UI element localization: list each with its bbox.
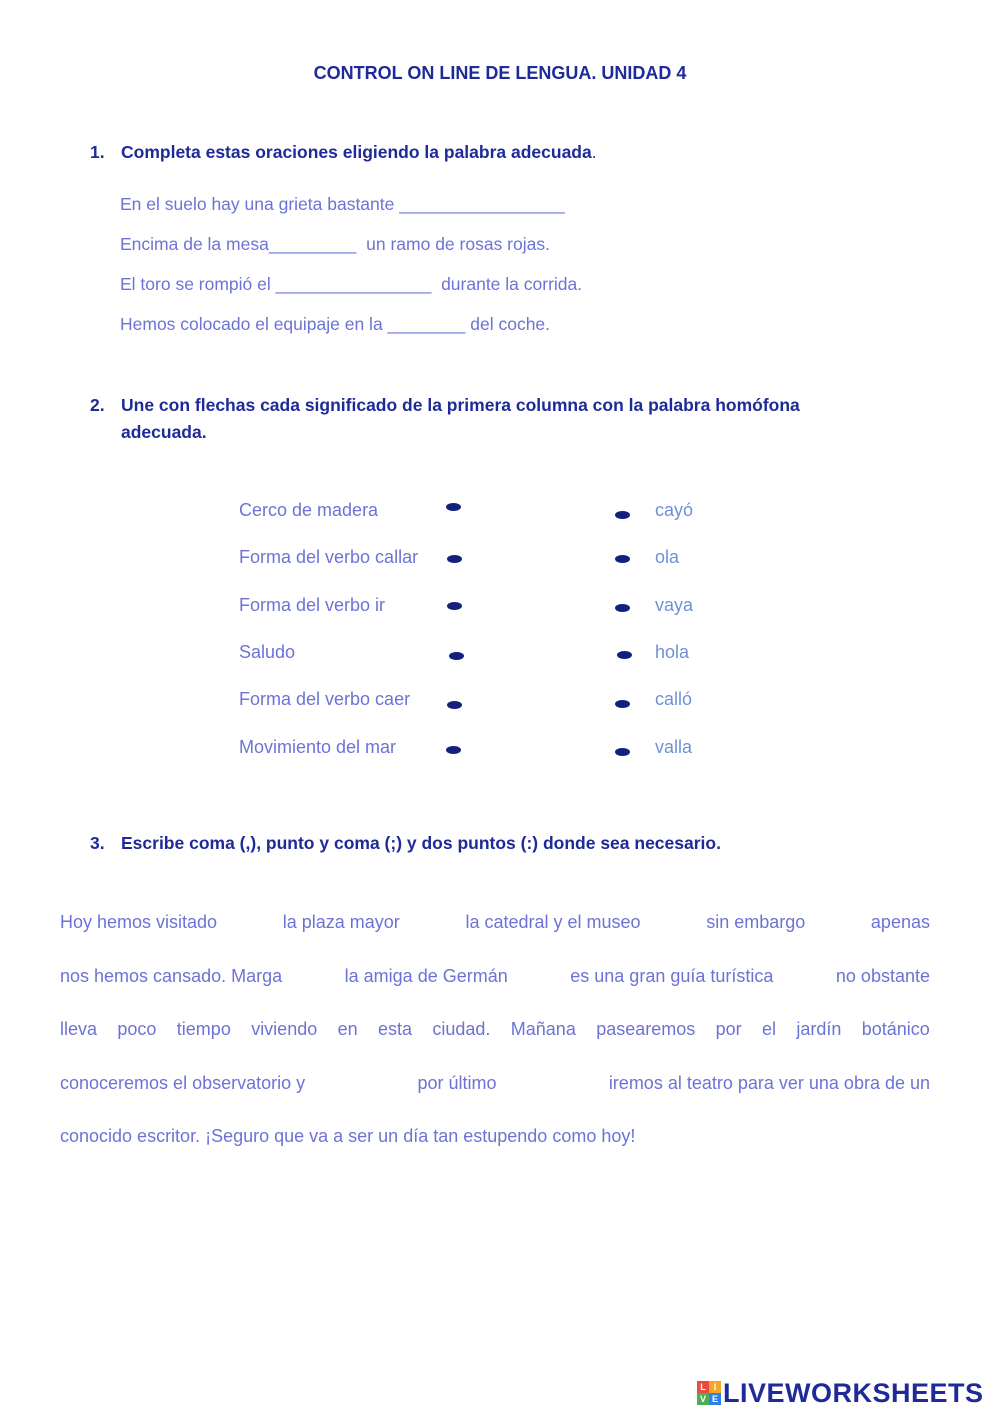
text-segment: conocido escritor. ¡Seguro que va a ser un día tan estupendo como hoy! [60, 1126, 636, 1146]
paragraph-line [60, 896, 930, 950]
question-text: Escribe coma (,), punto y coma (;) y dos puntos (:) donde sea necesario. [121, 833, 721, 853]
sentence-4[interactable]: Hemos colocado el equipaje en la ________ del coche. [120, 314, 551, 334]
right-connector-dot[interactable] [615, 604, 630, 612]
text-segment: la catedral y el museo [465, 912, 641, 932]
logo-letter: L [697, 1381, 709, 1393]
right-connector-dot[interactable] [615, 700, 630, 708]
text-segment: Hoy hemos visitado [60, 912, 218, 932]
question-number: 1. [90, 142, 105, 162]
word: por [715, 1019, 742, 1039]
question-1 [90, 139, 870, 166]
left-connector-dot[interactable] [447, 555, 462, 563]
word: poco [117, 1019, 157, 1039]
paragraph-line [60, 950, 930, 1004]
logo-letter: E [709, 1393, 721, 1405]
meaning-item: Forma del verbo callar [239, 547, 419, 567]
text-segment: es una gran guía turística [570, 965, 774, 986]
left-connector-dot[interactable] [449, 652, 464, 660]
question-text: Une con flechas cada significado de la primera columna con la palabra homófona adecuada. [121, 395, 800, 442]
text-segment: no obstante [835, 965, 930, 986]
homophone-item: vaya [655, 595, 694, 615]
punctuation-paragraph [60, 896, 930, 1164]
word: esta [377, 1019, 413, 1039]
text-segment: iremos al teatro para ver una obra de un [608, 1072, 930, 1093]
sentence-3[interactable]: El toro se rompió el ________________ durante la corrida. [120, 274, 583, 294]
homophone-item: ola [655, 547, 680, 567]
question-period: . [591, 142, 597, 162]
word: tiempo [176, 1019, 231, 1039]
word: botánico [861, 1019, 930, 1039]
word: pasearemos [596, 1019, 696, 1039]
paragraph-line [60, 1110, 930, 1164]
homophone-item: valla [655, 737, 693, 757]
left-connector-dot[interactable] [446, 503, 461, 511]
logo-text: LIVEWORKSHEETS [723, 1377, 984, 1408]
question-number: 3. [90, 833, 105, 853]
left-connector-dot[interactable] [447, 701, 462, 709]
question-text: Completa estas oraciones eligiendo la palabra adecuada [121, 142, 592, 162]
page-title: CONTROL ON LINE DE LENGUA. UNIDAD 4 [313, 63, 687, 83]
sentence-1[interactable]: En el suelo hay una grieta bastante _________________ [120, 194, 565, 214]
text-segment: nos hemos cansado. Marga [60, 965, 283, 986]
right-connector-dot[interactable] [615, 555, 630, 563]
right-connector-dot[interactable] [615, 748, 630, 756]
homophone-item: hola [655, 642, 690, 662]
meaning-item: Movimiento del mar [239, 737, 397, 757]
homophone-item: cayó [655, 500, 694, 520]
text-segment: la plaza mayor [282, 912, 400, 932]
word: ciudad. [432, 1019, 491, 1039]
text-segment: sin embargo [706, 912, 806, 932]
logo-letter: V [697, 1393, 709, 1405]
paragraph-line [60, 1057, 930, 1111]
paragraph-line [60, 1003, 930, 1057]
meaning-item: Saludo [239, 642, 296, 662]
left-connector-dot[interactable] [447, 602, 462, 610]
left-connector-dot[interactable] [446, 746, 461, 754]
liveworksheets-logo [697, 1377, 984, 1409]
homophone-item: calló [655, 689, 693, 709]
text-segment: por último [417, 1072, 497, 1093]
text-segment: apenas [870, 912, 930, 932]
meaning-item: Forma del verbo caer [239, 689, 411, 709]
logo-letter: I [709, 1381, 721, 1393]
question-number: 2. [90, 395, 105, 415]
word: jardín [796, 1019, 842, 1039]
word: lleva [60, 1019, 98, 1039]
meaning-item: Cerco de madera [239, 500, 379, 520]
word: en [337, 1019, 358, 1039]
question-3 [90, 830, 870, 857]
sentence-2[interactable]: Encima de la mesa_________ un ramo de rosas rojas. [120, 234, 550, 254]
meaning-item: Forma del verbo ir [239, 595, 386, 615]
logo-mark-icon [697, 1381, 721, 1405]
text-segment: conoceremos el observatorio y [60, 1072, 306, 1093]
right-connector-dot[interactable] [615, 511, 630, 519]
text-segment: la amiga de Germán [344, 965, 508, 986]
right-connector-dot[interactable] [617, 651, 632, 659]
question-2 [90, 392, 870, 446]
word: viviendo [251, 1019, 318, 1039]
word: Mañana [510, 1019, 576, 1039]
word: el [762, 1019, 777, 1039]
